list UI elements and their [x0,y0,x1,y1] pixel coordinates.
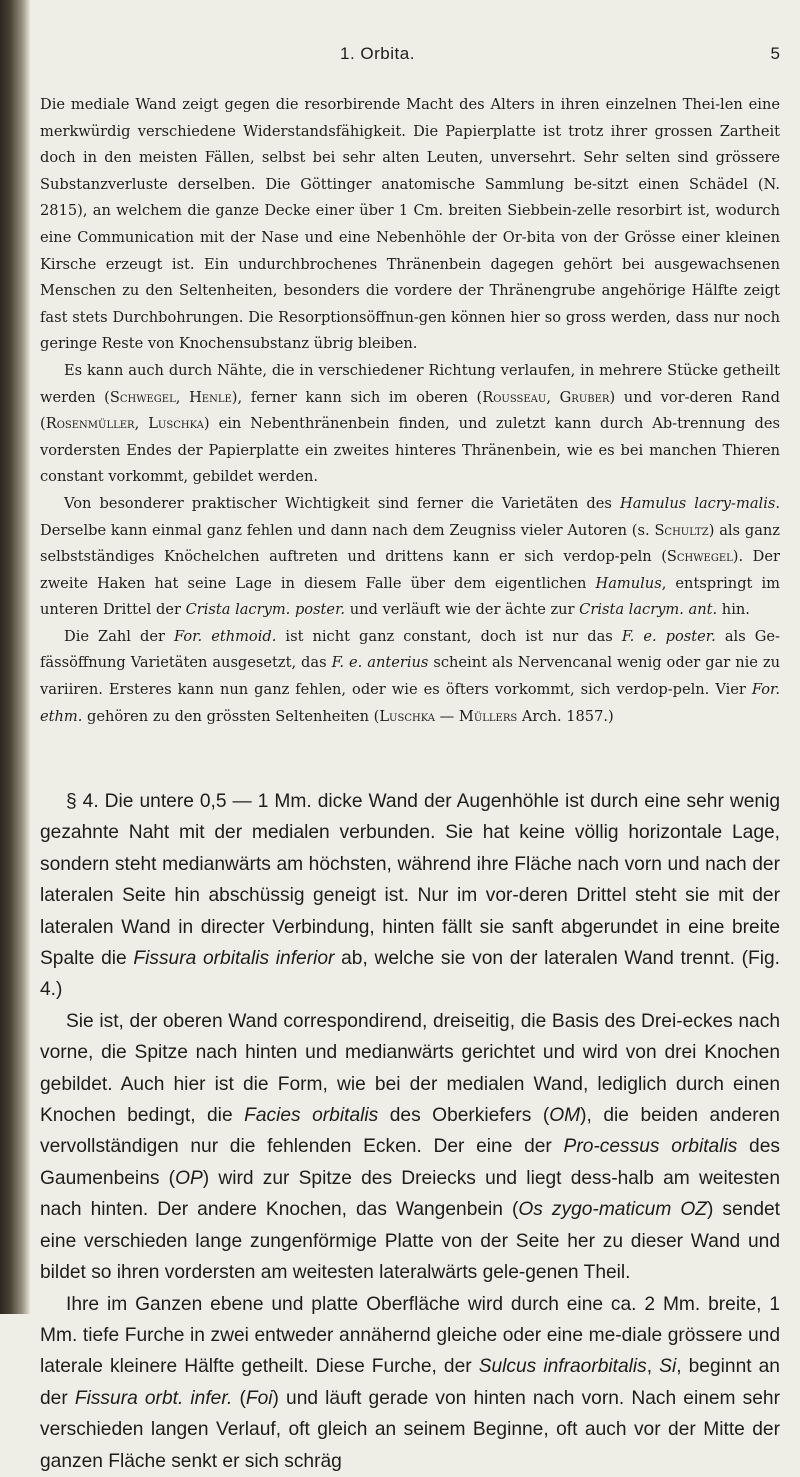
text-run: ( [232,1387,246,1409]
paragraph [40,1006,780,1289]
author-name: Gruber [559,388,610,406]
text-run: Die mediale Wand zeigt gegen die resorbirende Macht des Alters in ihren einzelnen Thei-len eine merkwürdig verschiedene Widerstandsfähigkeit. Die Papierplatte ist trotz ihrer grossen Zartheit doch in den meisten Fällen, selbst bei sehr alten Leuten, unversehrt. Sehr selten sind grössere Substanzverluste derselben. Die Göttinger anatomische Sammlung be-sitzt einen Schädel (N. 2815), an welchem die ganze Decke einer über 1 Cm. breiten Siebbein-zelle resorbirt ist, wodurch eine Communication mit der Nase und eine Nebenhöhle der Or-bita von der Grösse einer kleinen Kirsche erzeugt ist. Ein undurchbrochenes Thränenbein dagegen gehört bei ausgewachsenen Menschen zu den Seltenheiten, besonders die vordere der Thränengrube angehörige Hälfte zeigt fast stets Durchbohrungen. Die Resorptionsöffnun-gen können hier so gross werden, dass nur noch geringe Reste von Knochensubstanz übrig bleiben. [40,96,780,353]
text-run: hin. [717,601,750,619]
anatomical-term: Sulcus infraorbitalis [478,1356,647,1378]
text-run: ist nicht ganz constant, doch ist nur das [276,627,622,645]
anatomical-term: Foi [245,1387,273,1409]
anatomical-term: Fissura orbt. infer. [74,1387,233,1409]
paragraph [40,92,780,358]
anatomical-term: Pro-cessus orbitalis [563,1136,738,1158]
text-run: Es kann auch durch Nähte, die in verschiedener Richtung verlaufen, in mehrere Stücke getheilt werden ( [40,361,780,406]
text-run: Sie ist, der oberen Wand correspondirend, dreiseitig, die Basis des Drei-eckes nach vorne, die Spitze nach hinten und medianwärts gerichtet und wird von drei Knochen gebildet. Auch hier ist die Form, wie bei der medialen Wand, lediglich durch einen Knochen bedingt, die [40,1010,780,1127]
text-run: , beginnt an der [40,1356,780,1409]
text-run: , [546,388,560,406]
author-name: Luschka [379,707,435,725]
text-run: ). Der zweite Haken hat seine Lage in diesem Falle über dem eigentlichen [40,548,780,592]
author-name: Rosenmüller [45,415,135,433]
anatomical-term: Crista lacrym. ant. [579,601,718,619]
anatomical-term: OP [175,1167,203,1189]
author-name: Schwegel [109,388,176,406]
book-spine-shadow [0,0,30,1314]
text-run: ) sendet eine verschieden lange zungenförmige Platte von der Seite her zu dieser Wand und bildet so ihren vordersten am weitesten lateralwärts gele-genen Theil. [40,1199,780,1284]
author-name: Henle [189,388,232,406]
text-run: gehören zu den grössten Seltenheiten ( [82,707,380,725]
anatomical-term: Crista lacrym. poster. [185,601,346,619]
text-run: des Oberkiefers ( [378,1105,550,1127]
anatomical-term: OM [549,1105,581,1127]
text-run: § 4. Die untere 0,5 — 1 Mm. dicke Wand der Augenhöhle ist durch eine sehr wenig gezahnte Naht mit der medialen verbunden. Sie hat keine völlig horizontale Lage, sondern steht medianwärts am höchsten, während ihre Fläche nach vorn und nach der lateralen Seite hin abschüssig geneigt ist. Nur im vor-deren Drittel steht sie mit der lateralen Wand in directer Verbindung, hinten fällt sie sanft abgerundet in eine breite Spalte die [40,791,780,970]
text-run: als Ge-fässöffnung Varietäten ausgesetzt, das [40,627,780,672]
text-run: , [175,388,190,406]
text-run: Die Zahl der [64,627,175,645]
anatomical-term: For. ethm. [40,681,780,725]
text-run: ) und läuft gerade von hinten nach vorn. Nach einem sehr verschieden langen Verlauf, oft gleich an seinem Beginne, oft auch vor der Mitte der ganzen Fläche senkt er sich schräg [40,1387,780,1472]
text-run: und verläuft wie der ächte zur [345,601,580,619]
anatomical-term: Facies orbitalis [244,1105,379,1127]
text-run: — [435,707,459,725]
paragraph [40,358,780,491]
text-run: , [646,1356,660,1378]
author-name: Schultz [654,521,709,539]
paragraph [40,786,780,1006]
anatomical-term: Hamulus [595,574,662,592]
text-run: ) als ganz selbstständiges Knöchelchen auftreten und drittens kann er sich verdop-peln ( [40,521,780,566]
small-print-block [40,92,780,730]
text-run: , entspringt im unteren Drittel der [40,574,780,619]
text-run: Von besonderer praktischer Wichtigkeit sind ferner die Varietäten des [64,494,620,512]
anatomical-term: Hamulus lacry-malis [619,494,776,512]
anatomical-term: Fissura orbitalis inferior [133,948,335,970]
anatomical-term: For. ethmoid. [174,627,277,645]
paragraph [40,1289,780,1477]
author-name: Rousseau [482,388,547,406]
page-number: 5 [770,44,780,63]
text-run: ), ferner kann sich im oberen ( [231,388,483,406]
book-page [40,0,780,1472]
text-run: , [134,415,149,433]
text-run: ab, welche sie von der lateralen Wand trennt. (Fig. 4.) [40,948,780,1001]
text-run: ) ein Nebenthränenbein finden, und zuletzt kann durch Ab-trennung des vordersten Endes der Papierplatte ein zweites hinteres Thränenbein, wie es bei manchen Thieren constant vorkommt, gebildet werden. [40,415,780,486]
text-run: ), die beiden anderen vervollständigen nur die fehlenden Ecken. Der eine der [40,1105,780,1158]
author-name: Luschka [148,415,204,433]
anatomical-term: Os zygo-maticum OZ [518,1199,707,1221]
paragraph [40,624,780,730]
page-header [40,44,780,74]
text-run: ) wird zur Spitze des Dreiecks und liegt dess-halb am weitesten nach hinten. Der andere Knochen, das Wangenbein ( [40,1167,780,1221]
section-4-block [40,786,780,1477]
anatomical-term: F. e. poster. [621,627,716,645]
running-title: 1. Orbita. [340,44,415,63]
paragraph [40,491,780,624]
text-run: . Derselbe kann einmal ganz fehlen und dann nach dem Zeugniss vieler Autoren (s. [40,494,780,539]
text-run: ) und vor-deren Rand ( [40,388,780,433]
text-run: Ihre im Ganzen ebene und platte Oberfläche wird durch eine ca. 2 Mm. breite, 1 Mm. tiefe Furche in zwei entweder annähernd gleiche oder eine me-diale grössere und laterale kleinere Hälfte getheilt. Diese Furche, der [40,1293,780,1378]
author-name: Schwegel [666,548,733,566]
anatomical-term: F. e. anterius [331,654,429,672]
anatomical-term: Si [659,1356,677,1378]
author-name: Müllers [458,707,518,725]
text-run: des Gaumenbeins ( [40,1136,780,1189]
text-run: Arch. 1857.) [517,707,614,725]
text-run: scheint als Nervencanal wenig oder gar nie zu variiren. Ersteres kann nun ganz fehlen, oder wie es öfters vorkommt, sich verdop-peln. Vier [40,654,780,699]
